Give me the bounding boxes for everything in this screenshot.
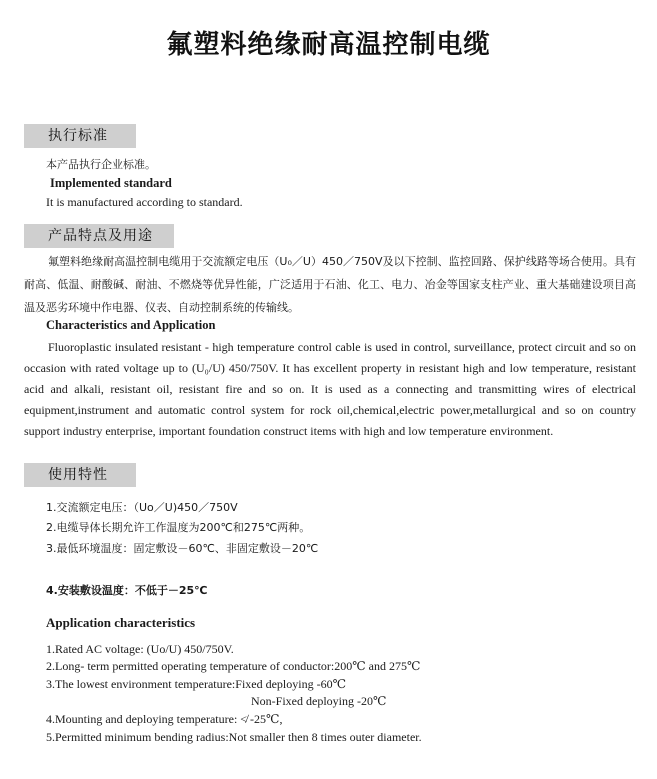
page-title: 氟塑料绝缘耐高温控制电缆 (166, 30, 491, 60)
features-cn-text: 氟塑料绝缘耐高温控制电缆用于交流额定电压（U₀／U）450／750V及以下控制、监控回路、保护线路等场合使用。具有耐高、低温、耐酸碱、耐油、不燃烧等优异性能，广泛适用于石油、化工、电力、冶金等国家支柱产业、重大基础建设项目高温及恶劣环境中作电器、仪表、自动控制系统的传输线。 (24, 255, 636, 314)
usage-cn-item: 1.交流额定电压：（Uo／U)450／750V (46, 501, 238, 514)
section-header-usage: 使用特性 (24, 463, 136, 487)
usage-cn-item: 4.安装敷设温度：不低于－25℃ (46, 584, 208, 597)
section-header-features: 产品特点及用途 (24, 224, 174, 248)
section-header-standard: 执行标准 (24, 124, 136, 148)
standard-en-heading: Implemented standard (50, 176, 172, 190)
usage-cn-item: 2.电缆导体长期允许工作温度为200℃和275℃两种。 (46, 521, 311, 534)
usage-en-item: 4.Mounting and deploying temperature: ≮ -25℃, (46, 712, 283, 726)
usage-en-item: 5.Permitted minimum bending radius:Not smaller then 8 times outer diameter. (46, 730, 422, 744)
usage-en-item: 3.The lowest environment temperature:Fixed deploying -60℃ (46, 677, 347, 691)
usage-en-item: 2.Long- term permitted operating temperature of conductor:200℃ and 275℃ (46, 659, 421, 673)
usage-en-heading: Application characteristics (46, 615, 196, 630)
usage-cn-item: 3.最低环境温度：固定敷设－60℃、非固定敷设－20℃ (46, 542, 319, 555)
features-en-heading: Characteristics and Application (46, 318, 216, 332)
features-en-text: Fluoroplastic insulated resistant - high temperature control cable is used in control, surveillance, protect circuit and so on occasion with rated voltage up to (U₀/U) 450/750V. It has excellent property in resistant high and low temperature, resistant acid and alkali, resistant oil, resistant fire and so on. It is used as a connecting and transmitting wires of electrical equipment,instrument and automatic control system for rock oil,chemical,electric power,metallurgical and so on country support industry enterprise, important foundation construct items with high and low temperature environment. (24, 340, 636, 438)
usage-en-item: 1.Rated AC voltage: (Uo/U) 450/750V. (46, 642, 234, 656)
usage-en-item: Non-Fixed deploying -20℃ (251, 694, 387, 708)
standard-en-text: It is manufactured according to standard. (46, 195, 243, 209)
standard-cn-text: 本产品执行企业标准。 (46, 158, 156, 171)
